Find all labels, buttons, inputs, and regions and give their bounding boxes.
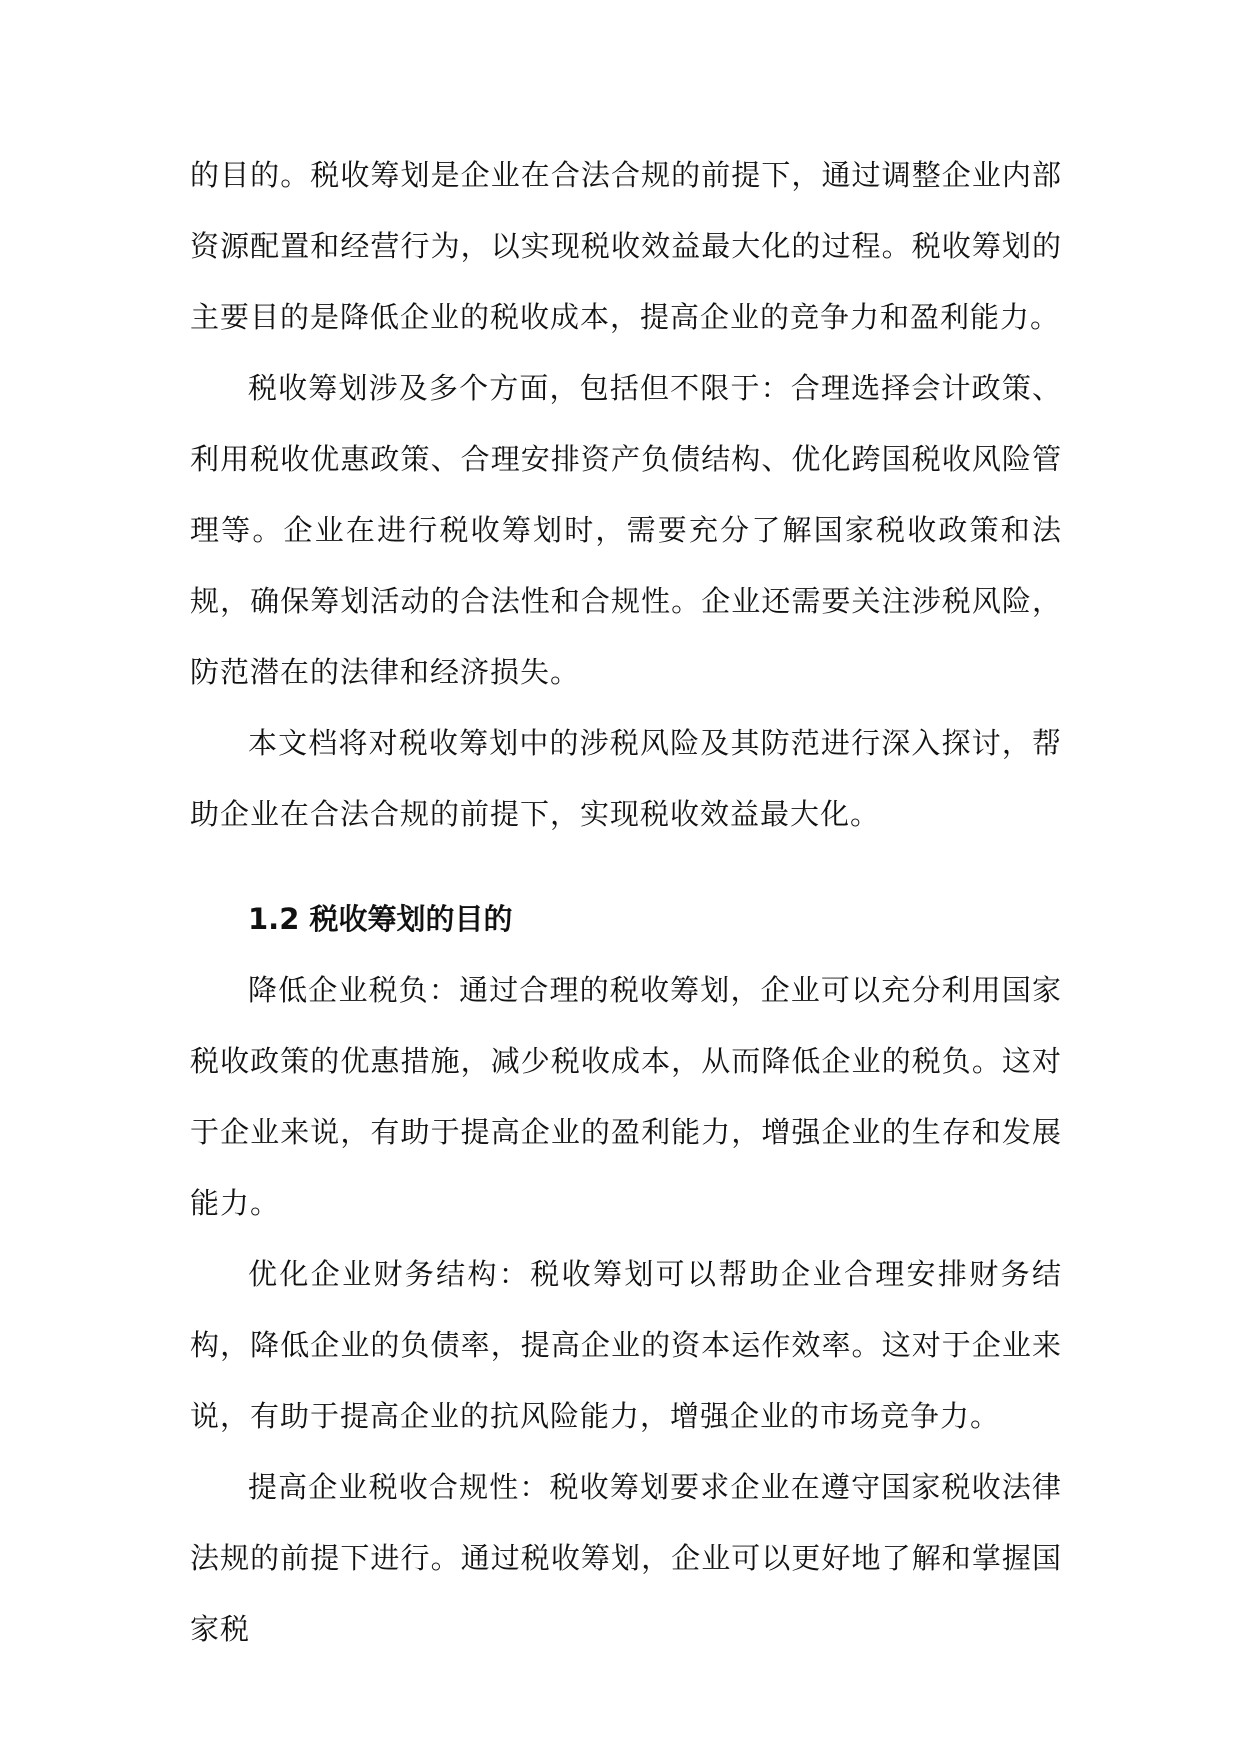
- paragraph-improve-compliance: 提高企业税收合规性：税收筹划要求企业在遵守国家税收法律法规的前提下进行。通过税收筹划，企业可以更好地了解和掌握国家税: [190, 1470, 1062, 1646]
- paragraph-purpose-of-document: 本文档将对税收筹划中的涉税风险及其防范进行深入探讨，帮助企业在合法合规的前提下，实现税收效益最大化。: [190, 726, 1062, 831]
- document-body: [190, 140, 1062, 1665]
- section-heading: 1.2 税收筹划的目的: [248, 902, 513, 936]
- paragraph-continuation: 的目的。税收筹划是企业在合法合规的前提下，通过调整企业内部资源配置和经营行为，以实现税收效益最大化的过程。税收筹划的主要目的是降低企业的税收成本，提高企业的竞争力和盈利能力。: [190, 158, 1062, 334]
- paragraph-scope: 税收筹划涉及多个方面，包括但不限于：合理选择会计政策、利用税收优惠政策、合理安排资产负债结构、优化跨国税收风险管理等。企业在进行税收筹划时，需要充分了解国家税收政策和法规，确保筹划活动的合法性和合规性。企业还需要关注涉税风险，防范潜在的法律和经济损失。: [190, 371, 1062, 689]
- paragraph-reduce-tax-burden: 降低企业税负：通过合理的税收筹划，企业可以充分利用国家税收政策的优惠措施，减少税收成本，从而降低企业的税负。这对于企业来说，有助于提高企业的盈利能力，增强企业的生存和发展能力。: [190, 973, 1062, 1220]
- paragraph-optimize-financial-structure: 优化企业财务结构：税收筹划可以帮助企业合理安排财务结构，降低企业的负债率，提高企业的资本运作效率。这对于企业来说，有助于提高企业的抗风险能力，增强企业的市场竞争力。: [190, 1257, 1062, 1433]
